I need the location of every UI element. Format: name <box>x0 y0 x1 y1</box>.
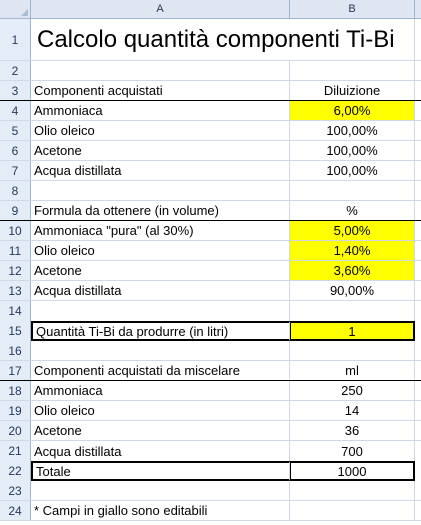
cell[interactable] <box>415 481 421 500</box>
formula-name-cell[interactable]: Ammoniaca "pura" (al 30%) <box>31 221 290 240</box>
sheet-row <box>0 181 421 201</box>
component-name-cell[interactable]: Acqua distillata <box>31 161 290 180</box>
total-label[interactable]: Totale <box>31 461 290 481</box>
row-header[interactable]: 1 <box>0 19 31 60</box>
row-header[interactable]: 21 <box>0 441 31 461</box>
cell[interactable] <box>415 301 421 321</box>
row-header[interactable]: 12 <box>0 261 31 280</box>
row-header[interactable]: 2 <box>0 61 31 80</box>
sheet-row <box>0 141 421 161</box>
sheet-row <box>0 261 421 281</box>
formula-name-cell[interactable]: Acetone <box>31 261 290 280</box>
row-header[interactable]: 24 <box>0 501 31 520</box>
cell[interactable] <box>415 421 421 440</box>
column-header-c[interactable] <box>415 0 421 18</box>
cell[interactable] <box>290 501 415 520</box>
section1-header-value[interactable]: Diluizione <box>290 81 415 100</box>
cell[interactable] <box>31 181 290 200</box>
cell[interactable] <box>415 201 421 220</box>
sheet-row <box>0 341 421 361</box>
row-header[interactable]: 10 <box>0 221 31 240</box>
cell[interactable] <box>415 61 421 80</box>
sheet-row <box>0 221 421 241</box>
quantity-label[interactable]: Quantità Ti-Bi da produrre (in litri) <box>31 321 290 341</box>
cell[interactable] <box>415 221 421 240</box>
row-header[interactable]: 16 <box>0 341 31 360</box>
sheet-row <box>0 401 421 421</box>
component-name-cell[interactable]: Acetone <box>31 141 290 160</box>
cell[interactable] <box>415 121 421 140</box>
section1-header-label[interactable]: Componenti acquistati <box>31 81 290 100</box>
mix-name-cell[interactable]: Acetone <box>31 421 290 440</box>
sheet-row <box>0 61 421 81</box>
row-header[interactable]: 17 <box>0 361 31 380</box>
column-header-a[interactable]: A <box>31 0 290 18</box>
cell[interactable] <box>31 61 290 80</box>
cell[interactable] <box>290 301 415 321</box>
select-all-corner[interactable] <box>0 0 31 18</box>
formula-name-cell[interactable]: Acqua distillata <box>31 281 290 300</box>
sheet-title[interactable]: Calcolo quantità componenti Ti-Bi <box>31 19 415 60</box>
row-header[interactable]: 20 <box>0 421 31 440</box>
column-header-b[interactable]: B <box>290 0 415 18</box>
cell[interactable] <box>415 341 421 360</box>
row-header[interactable]: 4 <box>0 101 31 120</box>
editable-percent-cell[interactable]: 3,60% <box>290 261 415 280</box>
ml-cell[interactable]: 700 <box>290 441 415 461</box>
editable-dilution-cell[interactable]: 6,00% <box>290 101 415 120</box>
sheet-row <box>0 461 421 481</box>
row-header[interactable]: 11 <box>0 241 31 260</box>
cell[interactable] <box>290 181 415 200</box>
row-header[interactable]: 18 <box>0 381 31 400</box>
cell[interactable] <box>415 241 421 260</box>
cell[interactable] <box>415 281 421 300</box>
sheet-row <box>0 321 421 341</box>
row-header[interactable]: 5 <box>0 121 31 140</box>
section3-header-value[interactable]: ml <box>290 361 415 380</box>
component-name-cell[interactable]: Olio oleico <box>31 121 290 140</box>
row-header[interactable]: 6 <box>0 141 31 160</box>
row-header[interactable]: 3 <box>0 81 31 100</box>
column-header-bar <box>0 0 421 19</box>
cell[interactable] <box>415 461 421 481</box>
ml-cell[interactable]: 14 <box>290 401 415 420</box>
formula-name-cell[interactable]: Olio oleico <box>31 241 290 260</box>
editable-note[interactable]: * Campi in giallo sono editabili <box>31 501 290 520</box>
mix-name-cell[interactable]: Olio oleico <box>31 401 290 420</box>
percent-cell[interactable]: 90,00% <box>290 281 415 300</box>
dilution-cell[interactable]: 100,00% <box>290 161 415 180</box>
editable-percent-cell[interactable]: 1,40% <box>290 241 415 260</box>
row-header[interactable]: 9 <box>0 201 31 220</box>
dilution-cell[interactable]: 100,00% <box>290 141 415 160</box>
sheet-row <box>0 421 421 441</box>
cell[interactable] <box>31 481 290 500</box>
section3-header-label[interactable]: Componenti acquistati da miscelare <box>31 361 290 380</box>
row-header[interactable]: 7 <box>0 161 31 180</box>
sheet-row <box>0 361 421 381</box>
editable-quantity-cell[interactable]: 1 <box>290 321 415 341</box>
cell[interactable] <box>290 61 415 80</box>
cell[interactable] <box>415 401 421 420</box>
editable-percent-cell[interactable]: 5,00% <box>290 221 415 240</box>
sheet-row <box>0 481 421 501</box>
sheet-row <box>0 121 421 141</box>
cell[interactable] <box>290 341 415 360</box>
cell[interactable] <box>415 101 421 120</box>
cell[interactable] <box>415 321 421 341</box>
row-header[interactable]: 22 <box>0 461 31 481</box>
row-header[interactable]: 14 <box>0 301 31 321</box>
cell[interactable] <box>415 81 421 100</box>
cell[interactable] <box>415 441 421 461</box>
row-header[interactable]: 8 <box>0 181 31 200</box>
sheet-row <box>0 441 421 461</box>
sheet-row <box>0 301 421 321</box>
cell[interactable] <box>415 161 421 180</box>
cell[interactable] <box>415 381 421 400</box>
cell[interactable] <box>415 261 421 280</box>
cell[interactable] <box>415 181 421 200</box>
cell[interactable] <box>415 141 421 160</box>
section2-header-label[interactable]: Formula da ottenere (in volume) <box>31 201 290 220</box>
sheet-row <box>0 201 421 221</box>
sheet-row <box>0 501 421 521</box>
row-header[interactable]: 13 <box>0 281 31 300</box>
cell[interactable] <box>415 361 421 380</box>
row-header[interactable]: 19 <box>0 401 31 420</box>
component-name-cell[interactable]: Ammoniaca <box>31 101 290 120</box>
ml-cell[interactable]: 250 <box>290 381 415 400</box>
row-header[interactable]: 23 <box>0 481 31 500</box>
cell[interactable] <box>415 501 421 520</box>
mix-name-cell[interactable]: Ammoniaca <box>31 381 290 400</box>
sheet-row <box>0 101 421 121</box>
row-header[interactable]: 15 <box>0 321 31 341</box>
sheet-row <box>0 19 421 61</box>
cell[interactable] <box>31 301 290 321</box>
sheet-row <box>0 161 421 181</box>
dilution-cell[interactable]: 100,00% <box>290 121 415 140</box>
sheet-row <box>0 241 421 261</box>
total-value[interactable]: 1000 <box>290 461 415 481</box>
ml-cell[interactable]: 36 <box>290 421 415 440</box>
cell[interactable] <box>415 19 421 60</box>
cell[interactable] <box>290 481 415 500</box>
sheet-row <box>0 381 421 401</box>
sheet-row <box>0 81 421 101</box>
cell[interactable] <box>31 341 290 360</box>
mix-name-cell[interactable]: Acqua distillata <box>31 441 290 461</box>
section2-header-value[interactable]: % <box>290 201 415 220</box>
sheet-row <box>0 281 421 301</box>
